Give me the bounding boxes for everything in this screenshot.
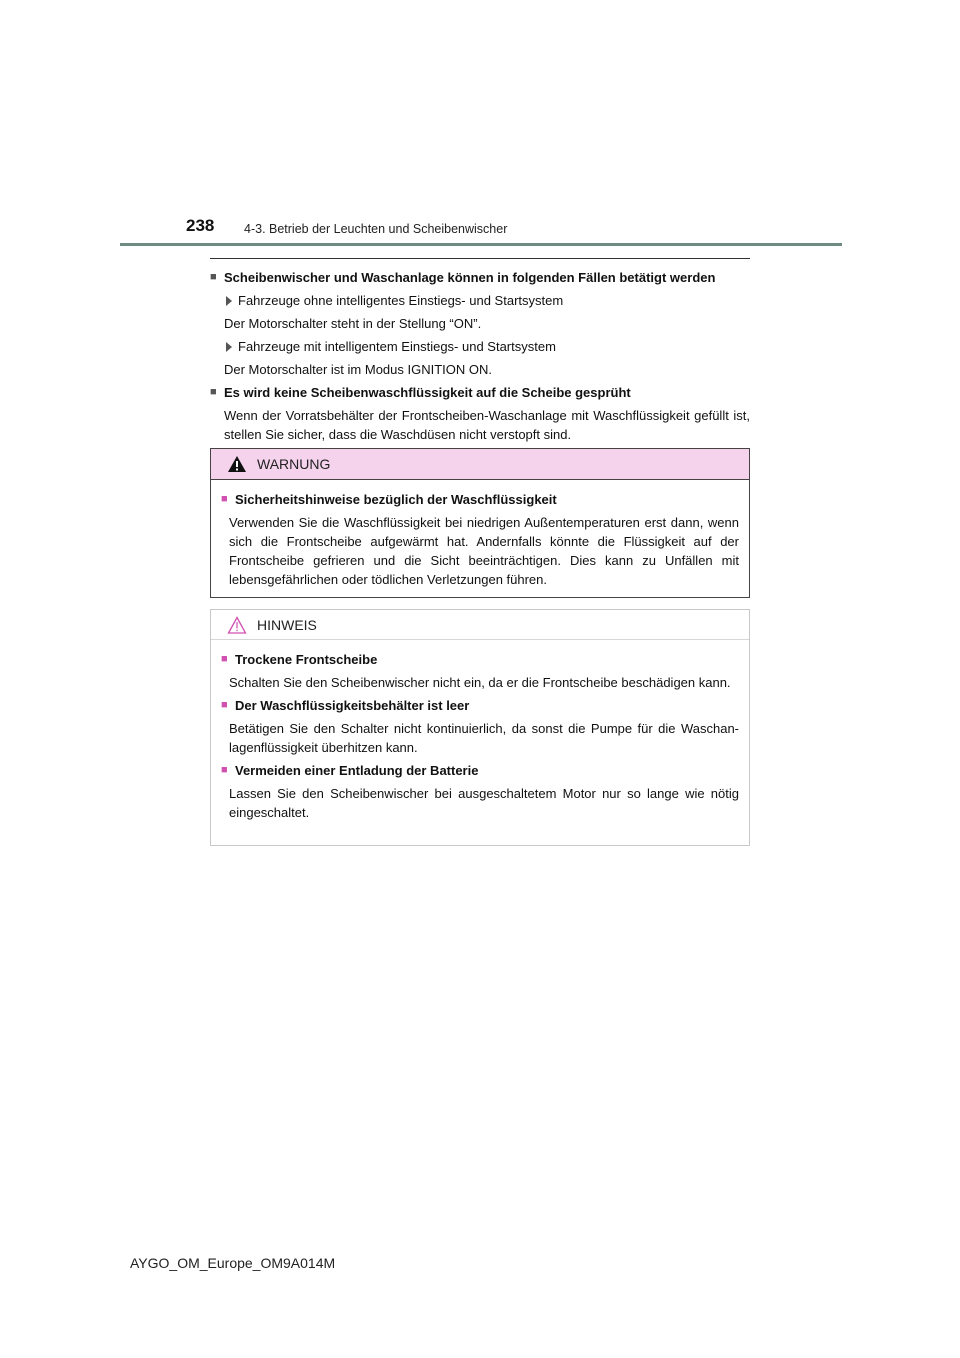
warning-triangle-filled-icon xyxy=(227,455,247,473)
warning-title: WARNUNG xyxy=(257,456,331,472)
block1-item2: Fahrzeuge mit intelligentem Einstiegs- und Startsystem xyxy=(226,337,750,356)
triangle-right-icon xyxy=(226,342,232,352)
notice-title: HINWEIS xyxy=(257,616,317,633)
notice-body xyxy=(211,640,749,822)
section-title: 4-3. Betrieb der Leuchten und Scheibenwischer xyxy=(244,222,508,236)
notice-heading-3: ■ Vermeiden einer Entladung der Batterie xyxy=(221,763,479,778)
header-rule xyxy=(120,243,842,246)
block1-text1: Der Motorschalter steht in der Stellung “ON”. xyxy=(224,316,482,331)
notice-text-3: Lassen Sie den Scheibenwischer bei ausgeschaltetem Motor nur so lange wie nötig eingeschaltet. xyxy=(229,786,739,820)
notice-box xyxy=(210,609,750,846)
main-content xyxy=(210,258,750,448)
warning-triangle-outline-icon xyxy=(227,616,247,634)
square-bullet-icon: ■ xyxy=(221,699,228,711)
square-bullet-icon: ■ xyxy=(210,271,217,283)
warning-header xyxy=(211,449,749,480)
warning-text: Verwenden Sie die Waschflüssigkeit bei niedrigen Außentemperaturen erst dann, wenn sich die Frontscheibe aufgewärmt hat. Andernfalls könnte die Flüssigkeit auf der Frontscheibe gefrieren und die Sicht beeinträchtigen. Dies kann zu Unfällen mit lebensgefährlichen oder tödlichen Verletzungen führen. xyxy=(229,515,739,587)
block1-heading: ■ Scheibenwischer und Waschanlage können in folgenden Fällen betätigt werden xyxy=(210,270,716,285)
warning-heading: ■ Sicherheitshinweise bezüglich der Waschflüssigkeit xyxy=(221,492,557,507)
block1-text2: Der Motorschalter ist im Modus IGNITION ON. xyxy=(224,362,492,377)
notice-heading-1: ■ Trockene Frontscheibe xyxy=(221,652,378,667)
square-bullet-icon: ■ xyxy=(221,653,228,665)
page-number: 238 xyxy=(186,216,215,235)
block2-text: Wenn der Vorratsbehälter der Frontscheiben-Waschanlage mit Waschflüssigkeit gefüllt ist, stellen Sie sicher, dass die Waschdüsen nicht verstopft sind. xyxy=(224,408,750,442)
block2-heading: ■ Es wird keine Scheibenwaschflüssigkeit auf die Scheibe gesprüht xyxy=(210,385,631,400)
square-bullet-icon: ■ xyxy=(221,764,228,776)
square-bullet-icon: ■ xyxy=(221,493,228,505)
warning-box xyxy=(210,448,750,598)
warning-body xyxy=(211,480,749,589)
notice-text-1: Schalten Sie den Scheibenwischer nicht ein, da er die Frontscheibe beschädigen kann. xyxy=(229,675,731,690)
document-id: AYGO_OM_Europe_OM9A014M xyxy=(130,1255,336,1271)
block1-item1: Fahrzeuge ohne intelligentes Einstiegs- und Startsystem xyxy=(226,291,750,310)
notice-heading-2: ■ Der Waschflüssigkeitsbehälter ist leer xyxy=(221,698,470,713)
content-divider xyxy=(210,258,750,259)
square-bullet-icon: ■ xyxy=(210,386,217,398)
triangle-right-icon xyxy=(226,296,232,306)
notice-header xyxy=(211,610,749,640)
notice-text-2: Betätigen Sie den Schalter nicht kontinuierlich, da sonst die Pumpe für die Waschan-lagenflüssigkeit überhitzen kann. xyxy=(229,721,739,755)
